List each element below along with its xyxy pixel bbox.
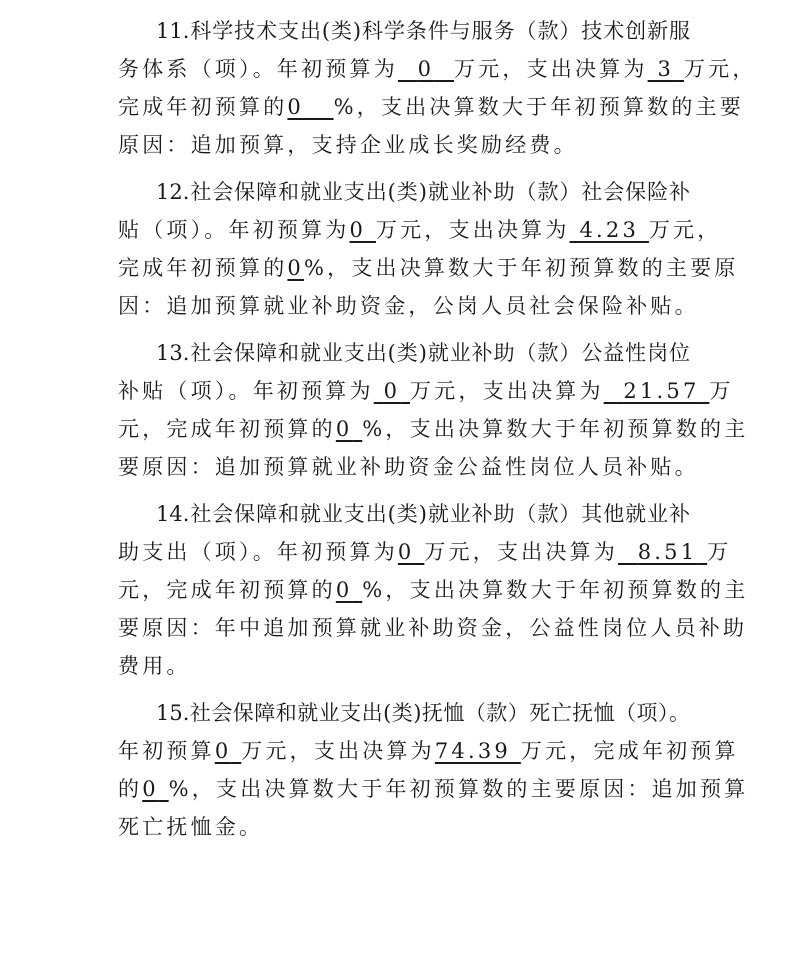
document-body [118, 12, 757, 855]
final-number: 3 [657, 57, 675, 81]
line [118, 732, 739, 770]
completion-number: 0 [335, 578, 353, 602]
paragraph-item-13 [118, 334, 749, 486]
line [118, 571, 749, 609]
text: 务体系（项）。年初预算为 [118, 57, 398, 81]
completion-number: 0 [335, 417, 353, 441]
text: 贴（项）。年初预算为 [118, 218, 350, 242]
text: 完成年初预算的 [118, 256, 288, 280]
text: 万元， [683, 57, 757, 81]
text: 万元，完成年初预算 [520, 739, 739, 763]
line [118, 126, 690, 164]
paragraph-item-14 [118, 495, 749, 685]
text: 要原因：年中追加预算就业补助资金，公益性岗位人员补助 [118, 616, 748, 640]
text: 助支出（项）。年初预算为 [118, 540, 398, 564]
line [118, 410, 749, 448]
text: 年初预算 [118, 739, 215, 763]
completion-value [287, 95, 333, 119]
line [118, 533, 732, 571]
completion-value [142, 777, 168, 801]
line [118, 495, 690, 533]
budget-value [398, 540, 424, 564]
line [118, 287, 699, 325]
paragraph-item-11 [118, 12, 757, 164]
line [118, 12, 690, 50]
text: 要原因：追加预算就业补助资金公益性岗位人员补贴。 [118, 455, 699, 479]
completion-value [336, 417, 362, 441]
text: 死亡抚恤金。 [118, 815, 264, 839]
text: 原因：追加预算，支持企业成长奖励经费。 [118, 133, 578, 157]
text: 万 [709, 379, 734, 403]
budget-value [215, 739, 241, 763]
final-number: 8.51 [637, 540, 698, 564]
line [118, 50, 757, 88]
text: 元，完成年初预算的 [118, 578, 336, 602]
text: 万元，支出决算为 [375, 218, 570, 242]
text: 万元，支出决算为 [454, 57, 648, 81]
completion-number: 0 [287, 256, 304, 280]
budget-value [350, 218, 376, 242]
line [118, 88, 744, 126]
paragraph-item-12 [118, 173, 739, 325]
text: 元，完成年初预算的 [118, 417, 336, 441]
line [118, 249, 739, 287]
text: 万元，支出决算为 [410, 379, 604, 403]
final-value [618, 540, 707, 564]
line [118, 448, 699, 486]
line [118, 173, 690, 211]
text: %，支出决算数大于年初预算数的主要原因：追加预算 [168, 777, 749, 801]
final-value [648, 57, 684, 81]
final-value [435, 739, 521, 763]
line [118, 609, 748, 647]
text: %，支出决算数大于年初预算数的主 [362, 417, 749, 441]
budget-value [374, 379, 410, 403]
text: 12.社会保障和就业支出(类)就业补助（款）社会保险补 [156, 180, 690, 204]
final-value [570, 218, 649, 242]
line [118, 372, 734, 410]
text: 万元，支出决算为 [241, 739, 435, 763]
budget-number: 0 [349, 218, 367, 242]
text: 万 [707, 540, 732, 564]
text: 的 [118, 777, 143, 801]
line [118, 647, 690, 685]
budget-value [398, 57, 454, 81]
completion-number: 0 [287, 95, 304, 119]
text: 因：追加预算就业补助资金，公岗人员社会保险补贴。 [118, 294, 699, 318]
budget-number: 0 [383, 379, 401, 403]
text: %，支出决算数大于年初预算数的主要 [333, 95, 744, 119]
paragraph-item-15 [118, 694, 749, 846]
text: 13.社会保障和就业支出(类)就业补助（款）公益性岗位 [156, 341, 690, 365]
text: %，支出决算数大于年初预算数的主 [362, 578, 749, 602]
text: 完成年初预算的 [118, 95, 288, 119]
text: 万元，支出决算为 [424, 540, 618, 564]
line [118, 694, 690, 732]
budget-number: 0 [397, 540, 415, 564]
line [118, 211, 722, 249]
final-value [604, 379, 710, 403]
final-number: 74.39 [434, 739, 511, 763]
budget-number: 0 [417, 57, 435, 81]
final-number: 21.57 [623, 379, 700, 403]
text: 15.社会保障和就业支出(类)抚恤（款）死亡抚恤（项）。 [156, 701, 690, 725]
text: 14.社会保障和就业支出(类)就业补助（款）其他就业补 [156, 502, 690, 526]
text: 补贴（项）。年初预算为 [118, 379, 374, 403]
text: 费用。 [118, 654, 191, 678]
completion-value [336, 578, 362, 602]
text: 11.科学技术支出(类)科学条件与服务（款）技术创新服 [156, 19, 690, 43]
text: %，支出决算数大于年初预算数的主要原 [303, 256, 739, 280]
line [118, 334, 690, 372]
completion-number: 0 [142, 777, 159, 801]
line [118, 770, 749, 808]
completion-value [287, 256, 304, 280]
budget-number: 0 [214, 739, 232, 763]
final-number: 4.23 [579, 218, 640, 242]
line [118, 808, 690, 846]
text: 万元， [648, 218, 722, 242]
